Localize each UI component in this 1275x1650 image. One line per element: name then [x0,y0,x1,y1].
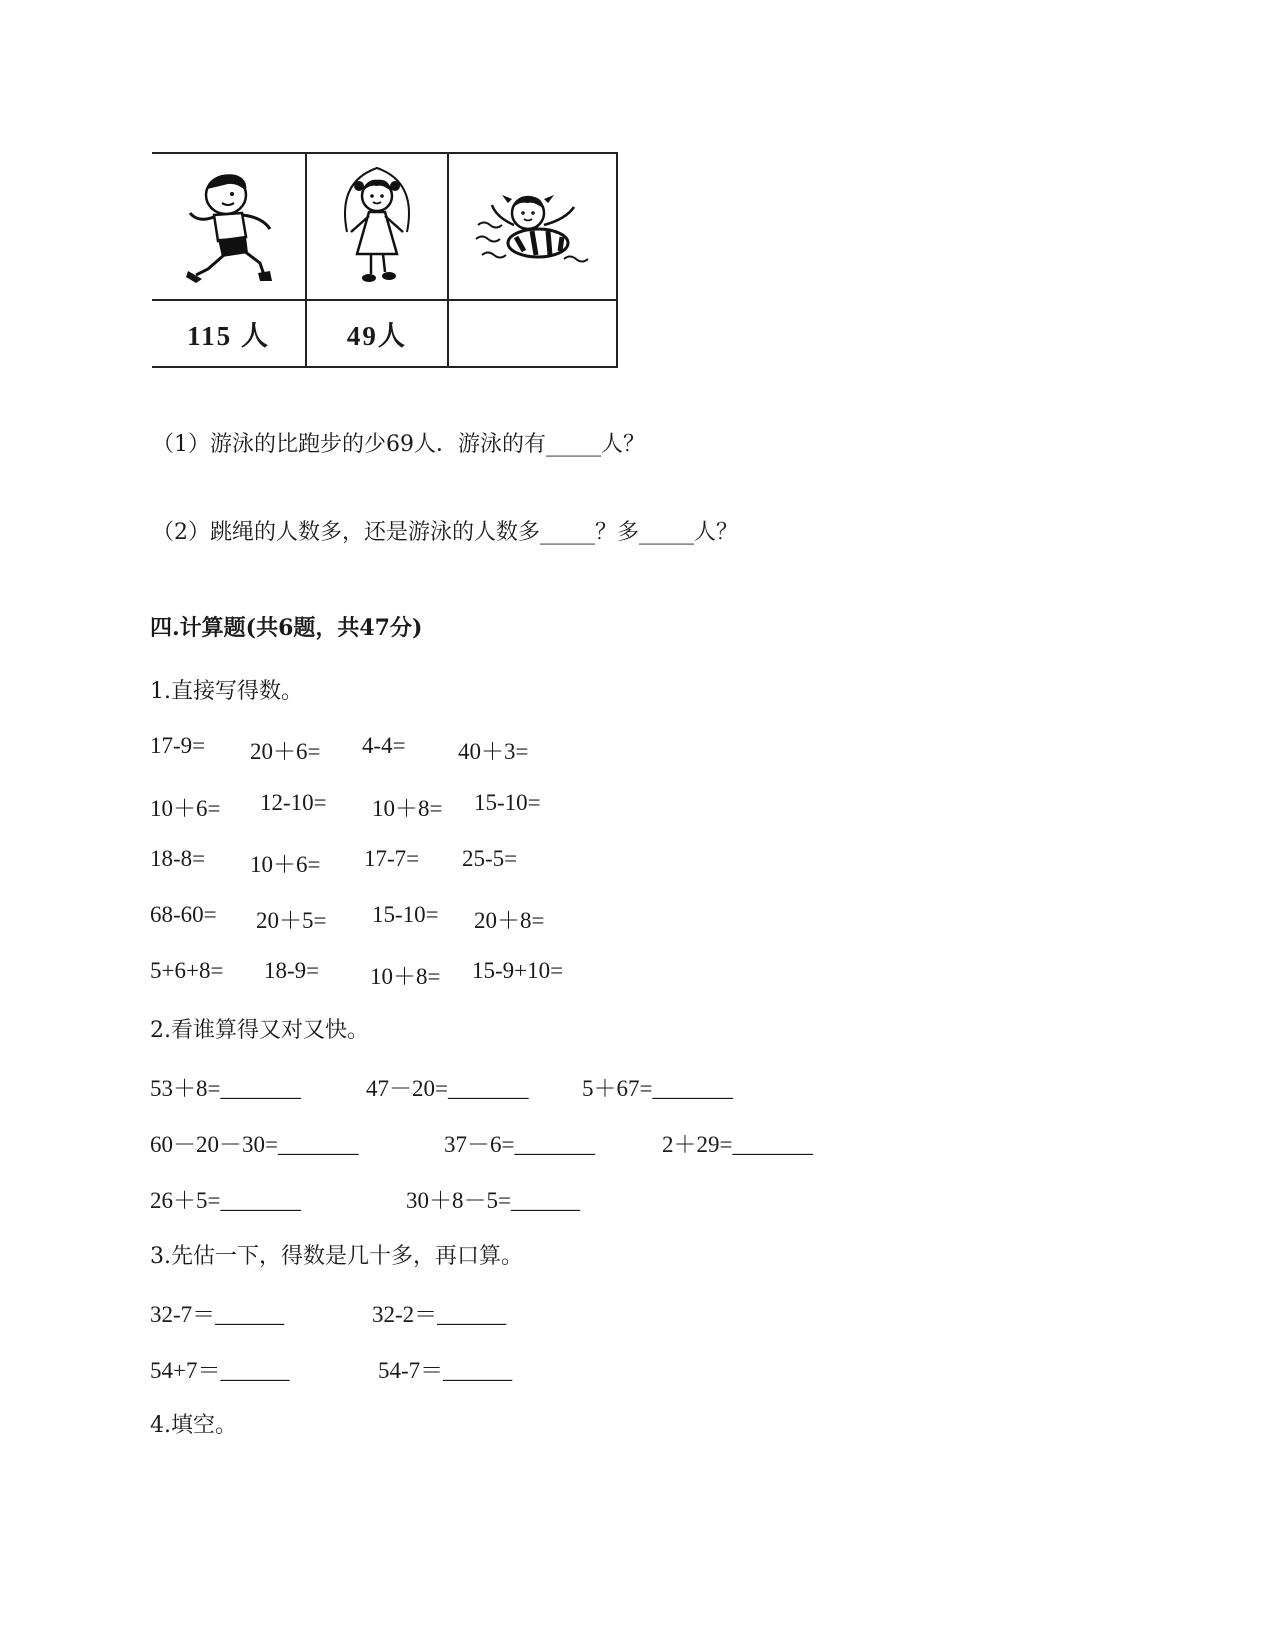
problem-2-row [150,1126,1150,1156]
expression: 30＋8－5=______ [406,1188,580,1213]
problem-2-title: 2.看谁算得又对又快。 [150,1018,369,1043]
problem-3-row [150,1352,1150,1382]
swimming-cell [448,153,617,300]
problem-1-row [150,733,1150,763]
expression: 54+7＝______ [150,1358,290,1383]
question-2: （2）跳绳的人数多，还是游泳的人数多_____？多_____人？ [152,520,738,545]
expression: 2＋29=_______ [662,1132,813,1157]
expression: 68-60= [150,902,217,927]
expression: 53＋8=_______ [150,1076,301,1101]
swimming-count-blank[interactable] [448,300,617,367]
expression: 10＋8= [372,796,443,821]
expression: 25-5= [462,846,518,871]
problem-3-title: 3.先估一下，得数是几十多，再口算。 [150,1244,523,1269]
swimming-girl-icon [472,177,592,277]
expression: 5＋67=_______ [582,1076,733,1101]
question-1: （1）游泳的比跑步的少69人．游泳的有_____人？ [152,432,645,457]
expression: 17-7= [364,846,420,871]
expression: 4-4= [362,733,406,758]
jump-rope-count: 49人 [306,300,448,367]
activity-table [152,152,618,368]
expression: 10＋6= [150,796,221,821]
problem-1-row [150,790,1150,820]
running-count: 115 人 [152,300,306,367]
problem-2-row [150,1070,1150,1100]
jump-rope-girl-icon [327,162,427,292]
problem-1-row [150,902,1150,932]
jump-rope-cell [306,153,448,300]
expression: 32-2＝______ [372,1302,507,1327]
expression: 32-7＝______ [150,1302,285,1327]
expression: 37－6=_______ [444,1132,595,1157]
running-cell [152,153,306,300]
problem-1-title: 1.直接写得数。 [150,679,303,704]
running-boy-icon [174,167,284,287]
expression: 15-10= [474,790,541,815]
problem-1-row [150,958,1150,988]
problem-4-title: 4.填空。 [150,1413,237,1438]
expression: 26＋5=_______ [150,1188,301,1213]
expression: 10＋8= [370,964,441,989]
expression: 60－20－30=_______ [150,1132,359,1157]
expression: 40＋3= [458,739,529,764]
expression: 10＋6= [250,852,321,877]
section-heading: 四.计算题(共6题，共47分) [150,615,423,641]
expression: 18-9= [264,958,320,983]
problem-3-row [150,1296,1150,1326]
expression: 47－20=_______ [366,1076,529,1101]
expression: 12-10= [260,790,327,815]
expression: 5+6+8= [150,958,224,983]
expression: 15-9+10= [472,958,564,983]
expression: 20＋8= [474,908,545,933]
expression: 18-8= [150,846,206,871]
expression: 17-9= [150,733,206,758]
expression: 54-7＝______ [378,1358,513,1383]
problem-1-row [150,846,1150,876]
expression: 20＋6= [250,739,321,764]
expression: 20＋5= [256,908,327,933]
problem-2-row [150,1182,1150,1212]
expression: 15-10= [372,902,439,927]
